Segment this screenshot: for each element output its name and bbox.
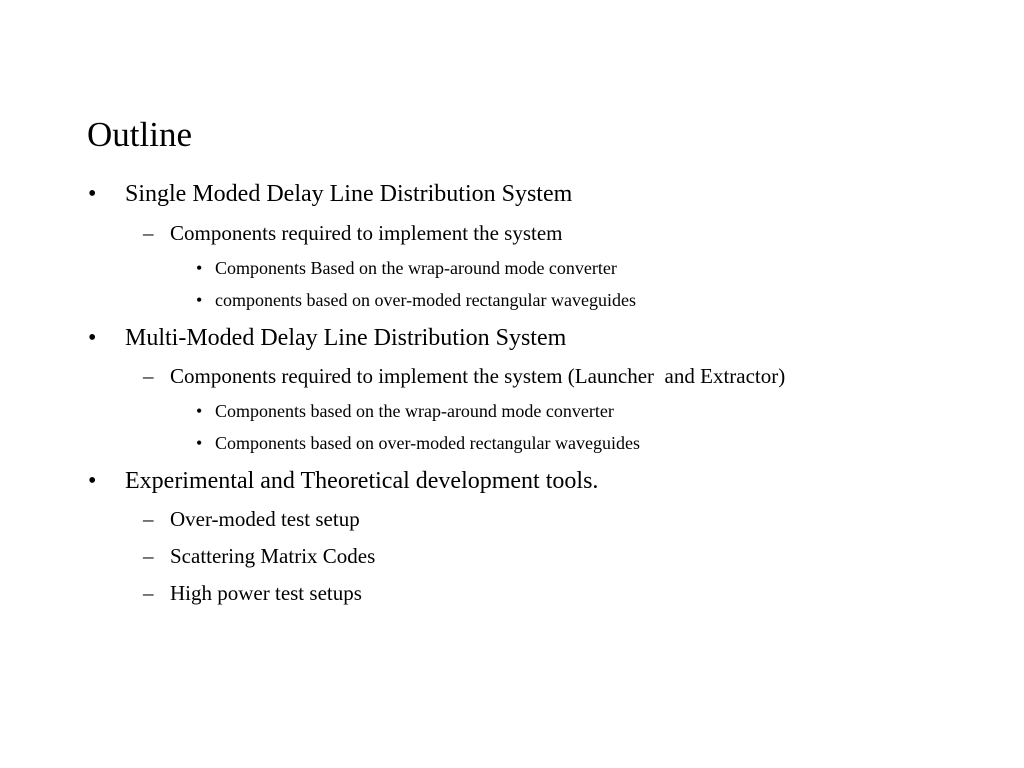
bullet-marker: • — [196, 290, 203, 310]
bullet-marker: • — [88, 181, 97, 207]
dash-marker: – — [143, 221, 154, 245]
outline-item-text: Multi-Moded Delay Line Distribution System — [125, 325, 567, 351]
outline-item-text: Experimental and Theoretical development tools. — [125, 468, 599, 494]
outline-item-text: Components based on the wrap-around mode converter — [215, 401, 614, 421]
slide-title: Outline — [87, 115, 192, 154]
dash-marker: – — [143, 581, 154, 605]
dash-marker: – — [143, 507, 154, 531]
outline-item-text: components based on over-moded rectangular waveguides — [215, 290, 636, 310]
bullet-marker: • — [88, 468, 97, 494]
outline-item-text: High power test setups — [170, 581, 362, 605]
outline-item-text: Components Based on the wrap-around mode converter — [215, 258, 617, 278]
outline-item-text: Components required to implement the system (Launcher and Extractor) — [170, 364, 786, 388]
outline-item-text: Components based on over-moded rectangular waveguides — [215, 433, 641, 453]
bullet-marker: • — [196, 401, 203, 421]
bullet-marker: • — [196, 433, 203, 453]
outline-item-text: Components required to implement the system — [170, 221, 563, 245]
outline-item-text: Over-moded test setup — [170, 507, 360, 531]
dash-marker: – — [143, 364, 154, 388]
bullet-marker: • — [88, 325, 97, 351]
outline-item-text: Single Moded Delay Line Distribution System — [125, 181, 573, 207]
bullet-marker: • — [196, 258, 203, 278]
dash-marker: – — [143, 544, 154, 568]
outline-item-text: Scattering Matrix Codes — [170, 544, 376, 568]
